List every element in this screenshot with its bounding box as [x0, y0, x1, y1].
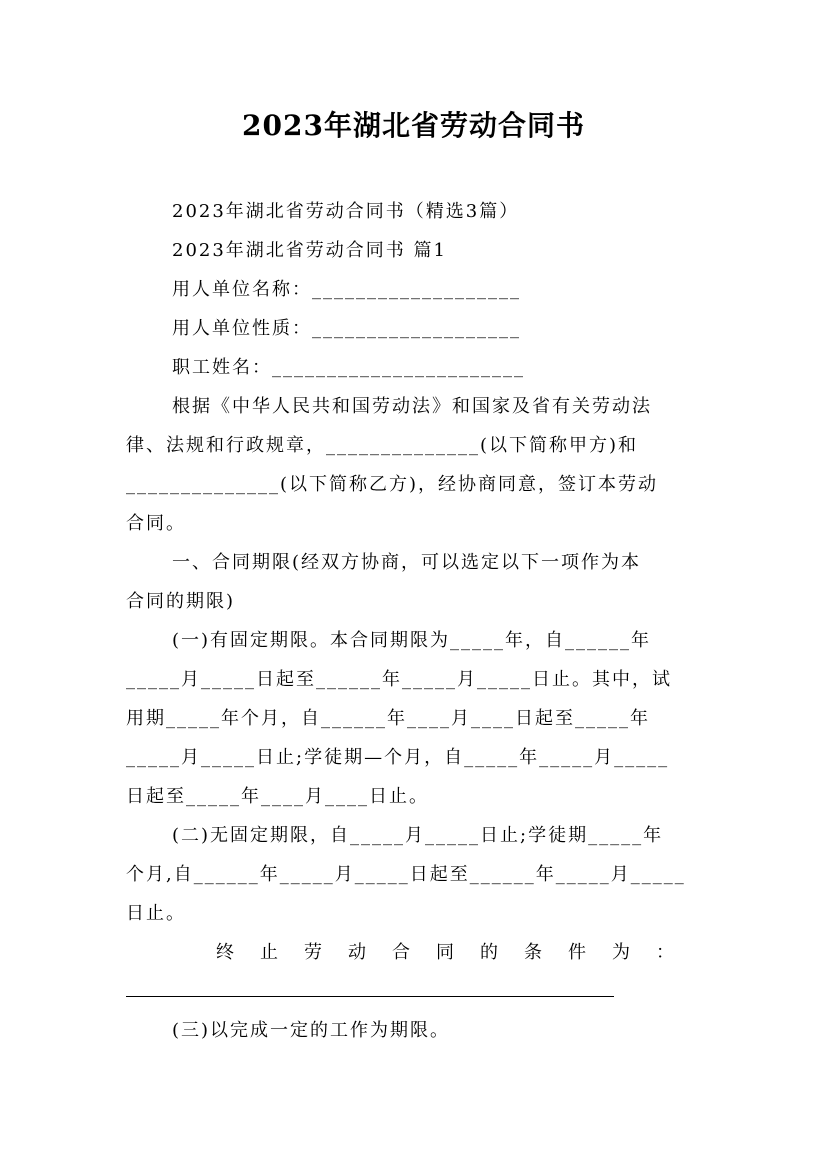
paragraph-line: 个月,自______年_____月_____日起至______年_____月_____ [126, 864, 686, 885]
subtitle-line: 2023年湖北省劳动合同书（精选3篇） [172, 201, 520, 222]
paragraph-line: ______________(以下简称乙方)，经协商同意，签订本劳动 [126, 474, 659, 495]
section-heading: 2023年湖北省劳动合同书 篇1 [172, 240, 447, 261]
termination-condition-line: 终止劳动合同的条件为： [216, 942, 700, 963]
paragraph-line: 合同的期限) [126, 591, 236, 612]
paragraph-line: 根据《中华人民共和国劳动法》和国家及省有关劳动法 [172, 396, 652, 417]
paragraph-line: 合同。 [126, 513, 186, 534]
paragraph-line: 用期_____年个月，自______年____月____日起至_____年 [126, 708, 650, 729]
employer-type-field: 用人单位性质：___________________ [172, 318, 521, 339]
paragraph-line: 日止。 [126, 903, 186, 924]
paragraph-line: _____月_____日止;学徒期—个月，自_____年_____月_____ [126, 747, 670, 768]
paragraph-line: _____月_____日起至______年_____月_____日止。其中，试 [126, 669, 672, 690]
paragraph-line: (二)无固定期限，自_____月_____日止;学徒期_____年 [172, 825, 664, 846]
employee-name-field: 职工姓名：_______________________ [172, 357, 525, 378]
paragraph-line: (三)以完成一定的工作为期限。 [172, 1020, 451, 1041]
employer-name-field: 用人单位名称：___________________ [172, 279, 521, 300]
blank-underline [126, 996, 614, 997]
clause-heading: 一、合同期限(经双方协商，可以选定以下一项作为本 [172, 552, 642, 573]
paragraph-line: 日起至_____年____月____日止。 [126, 786, 429, 807]
paragraph-line: 律、法规和行政规章，______________(以下简称甲方)和 [126, 435, 639, 456]
document-title: 2023年湖北省劳动合同书 [242, 109, 585, 142]
paragraph-line: (一)有固定期限。本合同期限为_____年，自______年 [172, 630, 652, 651]
